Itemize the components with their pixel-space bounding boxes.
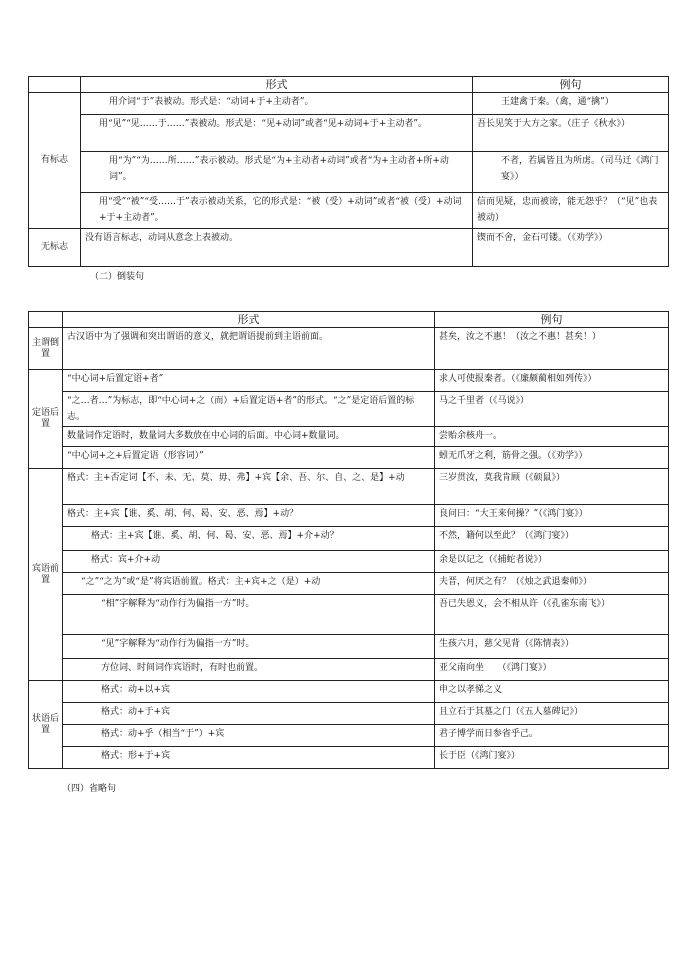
example-cell: 锲而不舍，金石可镂。（《劝学》） — [473, 229, 669, 267]
form-cell: 格式：主+否定词【不、未、无、莫、毋、弗】+宾【余、吾、尔、自、之、是】+动 — [63, 469, 435, 505]
form-cell: “见”字解释为“动作行为偏指一方”时。 — [63, 635, 435, 659]
form-column-header: 形式 — [63, 312, 435, 328]
section-heading-inversion: （二）倒装句 — [90, 272, 145, 282]
example-cell: 吾已失恩义，会不相从许（《孔雀东南飞》） — [435, 595, 669, 635]
example-cell: 良问曰：“大王来何操？”（《鸿门宴》） — [435, 505, 669, 527]
section-heading-omission: （四）省略句 — [62, 784, 117, 794]
form-cell: 没有语言标志，动词从意念上表被动。 — [81, 229, 473, 267]
form-cell: 用“为”“为……所……”表示被动。形式是“为+主动者+动词”或者“为+主动者+所+动词”。 — [81, 152, 473, 193]
example-cell: 吾长见笑于大方之家。（庄子《秋水》） — [473, 115, 669, 152]
form-cell: 用“见”“见……于……”表被动。形式是：“见+动词”或者“见+动词+于+主动者”。 — [81, 115, 473, 152]
form-cell: 格式：主+宾【谁、奚、胡、何、曷、安、恶、焉】+介+动？ — [63, 527, 435, 551]
form-cell: “相”字解释为“动作行为偏指一方”时。 — [63, 595, 435, 635]
example-cell: 申之以孝悌之义 — [435, 681, 669, 703]
example-cell: 三岁贯汝，莫我肯顾（《硕鼠》） — [435, 469, 669, 505]
example-column-header: 例句 — [473, 77, 669, 93]
form-cell: 格式：动+以+宾 — [63, 681, 435, 703]
blank-header-cell — [29, 312, 63, 328]
example-cell: 君子博学而日参省乎己。 — [435, 725, 669, 747]
example-cell: 蚓无爪牙之利，筋骨之强。（《劝学》） — [435, 447, 669, 469]
category-unmarked: 无标志 — [29, 229, 81, 267]
form-cell: “之…者…”为标志，即“中心词+之（而）+后置定语+者”的形式。“之”是定语后置的标志。 — [63, 392, 435, 427]
example-cell: 且立石于其墓之门（《五人墓碑记》） — [435, 703, 669, 725]
inversion-sentence-table — [28, 311, 669, 769]
form-cell: “之”“之为”或“是”将宾语前置。格式：主+宾+之（是）+动 — [63, 573, 435, 595]
example-cell: 亚父南向坐 （《鸿门宴》） — [435, 659, 669, 681]
form-cell: 格式：动+乎（相当“于”）+宾 — [63, 725, 435, 747]
passive-sentence-table — [28, 76, 669, 267]
form-cell: 格式：宾+介+动 — [63, 551, 435, 573]
example-cell: 不者，若属皆且为所虏。（司马迁《鸿门宴》） — [473, 152, 669, 193]
form-cell: “中心词+后置定语+者” — [63, 370, 435, 392]
category-marked: 有标志 — [29, 93, 81, 229]
category-object-preposing: 宾语前置 — [29, 469, 63, 681]
form-cell: 格式：主+宾【谁、奚、胡、何、曷、安、恶、焉】+动？ — [63, 505, 435, 527]
form-cell: 格式：形+于+宾 — [63, 747, 435, 769]
example-cell: 不然，籍何以至此？（《鸿门宴》） — [435, 527, 669, 551]
category-subject-predicate-inversion: 主谓倒置 — [29, 328, 63, 370]
form-cell: 格式：动+于+宾 — [63, 703, 435, 725]
blank-header-cell — [29, 77, 81, 93]
category-adverbial-postposition: 状语后置 — [29, 681, 63, 769]
example-cell: 夫晋，何厌之有？（《烛之武退秦师》） — [435, 573, 669, 595]
example-cell: 余是以记之（《捕蛇者说》） — [435, 551, 669, 573]
form-cell: 用“受”“被”“受……于”表示被动关系，它的形式是：“被（受）+动词”或者“被（受）+动词+于+主动者”。 — [81, 193, 473, 229]
example-cell: 信而见疑，忠而被谤，能无怨乎？（“见”也表被动） — [473, 193, 669, 229]
example-cell: 王建禽于秦。（禽，通“擒”） — [473, 93, 669, 115]
form-cell: 数量词作定语时，数量词大多数放在中心词的后面。中心词+数量词。 — [63, 427, 435, 447]
form-cell: “中心词+之+后置定语（形容词）” — [63, 447, 435, 469]
example-cell: 马之千里者（《马说》） — [435, 392, 669, 427]
example-cell: 生孩六月，慈父见背（《陈情表》） — [435, 635, 669, 659]
example-cell: 长于臣（《鸿门宴》） — [435, 747, 669, 769]
example-cell: 求人可使报秦者。（《廉颇蔺相如列传》） — [435, 370, 669, 392]
form-cell: 方位词、时间词作宾语时，有时也前置。 — [63, 659, 435, 681]
example-column-header: 例句 — [435, 312, 669, 328]
category-attributive-postposition: 定语后置 — [29, 370, 63, 469]
example-cell: 甚矣，汝之不惠！（汝之不惠！甚矣！） — [435, 328, 669, 370]
example-cell: 尝贻余核舟一。 — [435, 427, 669, 447]
form-cell: 古汉语中为了强调和突出谓语的意义，就把谓语提前到主语前面。 — [63, 328, 435, 370]
form-cell: 用介词“于”表被动。形式是：“动词+于+主动者”。 — [81, 93, 473, 115]
form-column-header: 形式 — [81, 77, 473, 93]
